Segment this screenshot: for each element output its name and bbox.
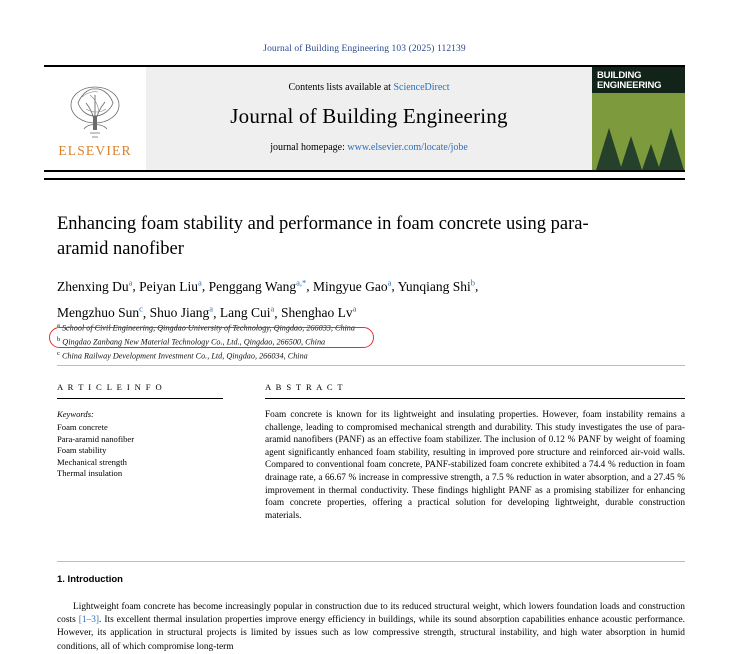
author-item	[281, 305, 356, 320]
publisher-logo	[44, 67, 146, 170]
introduction-paragraph	[57, 601, 685, 654]
author-name: Lang Cui	[219, 305, 271, 320]
author-item	[139, 279, 202, 294]
affiliation-mark: b	[57, 336, 61, 344]
author-item	[398, 279, 475, 294]
cover-title-line2: ENGINEERING	[597, 80, 662, 91]
cover-title	[597, 71, 681, 91]
intro-text-part2: . Its excellent thermal insulation properties improve energy efficiency in buildings, while its sound absorption capabilities enhance acoustic performance. However, its application in structural projects is limited by issues such as low compressive strength, structural instability, and high water absorption in humid conditions, all of which compromise long-term	[57, 615, 685, 652]
cover-tree-icon	[658, 128, 684, 170]
abstract-text: Foam concrete is known for its lightweight and insulating properties. However, foam instability remains a challenge, leading to compromised mechanical strength and durability. This study investigates the use of para-aramid nanofibers (PANF) as an effective foam stabilizer. The inclusion of 0.12 % PANF by weight of foaming agent significantly enhanced foam stability, resulting in improved pore structure and reinforced air-void walls. Compared to conventional foam concrete, PANF-stabilized foam concrete exhibited a 74.4 % reduction in foam drainage rate, a 66.67 % increase in compressive strength, a 7.5 % reduction in water absorption, and a 27.45 % improvement in thermal conductivity. These findings highlight PANF as a promising stabilizer for enhancing foam concrete properties, offering a practical solution for developing lightweight, durable construction materials.	[265, 410, 685, 521]
author-list: Zhenxing Du$^a$, Peiyan Liu$^a$, Penggang Wang$^{a,*}$, Mingyue Gao$^a$, Yunqiang Shi$^b$, Mengzhuo Sun$^c$, Shuo Jiang$^a$, Lang Cui$^a$, Shenghao Lv$^a$	[57, 277, 479, 320]
author-item	[57, 305, 143, 320]
abstract-bottom-rule	[57, 561, 685, 562]
cover-tree-icon	[596, 128, 622, 170]
author-item	[57, 279, 132, 294]
keyword-item: Foam concrete	[57, 422, 108, 432]
keywords-label: Keywords:	[57, 409, 94, 419]
author-mark: c	[139, 303, 143, 314]
author-mark: a	[209, 303, 214, 314]
affiliation-text: School of Civil Engineering, Qingdao University of Technology, Qingdao, 266033, China	[61, 323, 355, 333]
author-name: Penggang Wang	[208, 278, 297, 294]
affiliation-item	[57, 320, 637, 334]
cover-tree-icon	[620, 136, 642, 170]
homepage-prefix: journal homepage:	[270, 142, 348, 153]
affiliation-item	[57, 334, 637, 348]
page-title: Enhancing foam stability and performance in foam concrete using para-aramid nanofiber	[57, 214, 589, 259]
journal-cover-image	[592, 67, 685, 170]
journal-title: Journal of Building Engineering	[230, 104, 508, 128]
contents-available-line	[288, 82, 449, 93]
author-name: Mingyue Gao	[313, 278, 388, 294]
author-name: Mengzhuo Sun	[57, 305, 140, 320]
author-mark: a	[387, 277, 392, 287]
section-heading-introduction: 1. Introduction	[57, 574, 123, 585]
author-name: Shuo Jiang	[149, 305, 210, 320]
article-info-heading: A R T I C L E I N F O	[57, 382, 164, 392]
journal-homepage-link[interactable]: www.elsevier.com/locate/jobe	[347, 142, 468, 153]
affiliation-mark: c	[57, 350, 60, 358]
contents-prefix: Contents lists available at	[288, 82, 394, 93]
author-name: Yunqiang Shi	[397, 278, 471, 294]
author-mark: a	[198, 277, 202, 287]
author-item	[209, 279, 307, 294]
author-mark: a	[270, 303, 275, 314]
affiliation-text: Qingdao Zanbang New Material Technology Co., Ltd., Qingdao, 266500, China	[62, 337, 326, 347]
cover-artwork	[592, 93, 685, 170]
keyword-item: Thermal insulation	[57, 468, 123, 478]
author-name: Zhenxing Du	[57, 278, 129, 294]
author-name: Shenghao Lv	[280, 305, 353, 320]
keyword-item: Foam stability	[57, 445, 107, 455]
elsevier-wordmark: ELSEVIER	[58, 142, 132, 158]
affiliation-item	[57, 348, 637, 362]
author-mark: a	[128, 277, 133, 287]
journal-homepage-line	[270, 142, 468, 153]
citation-link[interactable]: [1–3]	[78, 615, 100, 626]
section-separator-rule	[57, 365, 685, 366]
article-info-column	[57, 382, 223, 480]
cover-title-line1: BUILDING	[597, 70, 642, 81]
author-mark: a,*	[296, 277, 307, 287]
masthead-bottom-rule	[44, 178, 685, 180]
sciencedirect-link[interactable]: ScienceDirect	[393, 82, 450, 93]
affiliation-text: China Railway Development Investment Co., Ltd, Qingdao, 266034, China	[61, 352, 308, 362]
keywords-list	[57, 422, 223, 480]
author-item	[150, 305, 213, 320]
running-head: Journal of Building Engineering 103 (2025) 112139	[263, 44, 466, 54]
abstract-rule	[265, 398, 685, 399]
author-name: Peiyan Liu	[139, 278, 199, 294]
elsevier-tree-icon	[64, 83, 126, 141]
author-mark: b	[470, 277, 476, 287]
affiliation-list	[57, 320, 637, 363]
keyword-item: Para-aramid nanofiber	[57, 433, 135, 444]
article-info-rule	[57, 398, 223, 399]
masthead-center	[146, 67, 592, 170]
affiliation-mark: a	[57, 322, 60, 329]
keyword-item: Mechanical strength	[57, 456, 127, 467]
author-item	[313, 279, 391, 294]
author-item	[220, 305, 274, 320]
author-mark: a	[352, 303, 357, 314]
journal-masthead	[44, 65, 685, 172]
intro-text-part1: Lightweight foam concrete has become increasingly popular in construction due to its reduced structural weight, which lowers foundation loads and construction costs	[57, 602, 685, 626]
abstract-heading: A B S T R A C T	[265, 382, 345, 392]
abstract-column	[265, 382, 685, 522]
